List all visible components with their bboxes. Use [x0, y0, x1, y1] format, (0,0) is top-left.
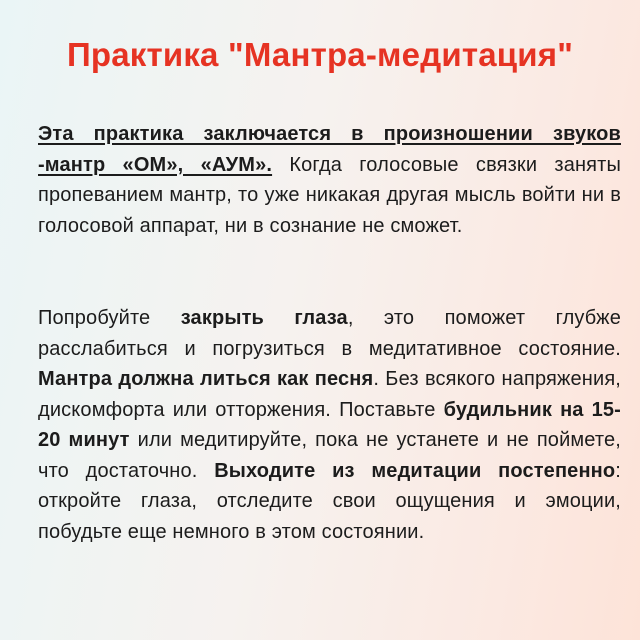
paragraph-mantra-intro	[38, 119, 621, 241]
paragraph-text: Попробуйте	[38, 307, 181, 329]
paragraph-text: . Без всякого напряжения, дискомфорта или отторжения. Поставьте	[38, 368, 622, 421]
paragraph-text: : откройте глаза, отследите свои ощущения и эмоции, побудьте еще немного в этом состоянии.	[38, 459, 621, 543]
page-title: Практика "Мантра-медитация"	[66, 36, 574, 73]
paragraph-instructions	[38, 303, 621, 547]
bold-phrase-alarm: будильник на 15-20 минут	[38, 398, 621, 451]
paragraph-text: , это поможет глубже расслабиться и погрузиться в медитативное состояние.	[38, 307, 621, 360]
bold-phrase-mantra-song: Мантра должна литься как песня	[38, 368, 374, 390]
bold-phrase-exit-gradually: Выходите из медитации постепенно	[214, 459, 616, 482]
underlined-lead-sentence: Эта практика заключается в произношении звуков -мантр «ОМ», «АУМ».	[38, 123, 621, 176]
paragraph-text: или медитируйте, пока не устанете и не поймете, что достаточно.	[38, 429, 621, 482]
paragraph-text: Когда голосовые связки заняты пропеванием мантр, то уже никакая другая мысль войти ни в голосовой аппарат, ни в сознание не сможет.	[38, 153, 621, 237]
bold-phrase-close-eyes: закрыть глаза	[180, 307, 348, 329]
